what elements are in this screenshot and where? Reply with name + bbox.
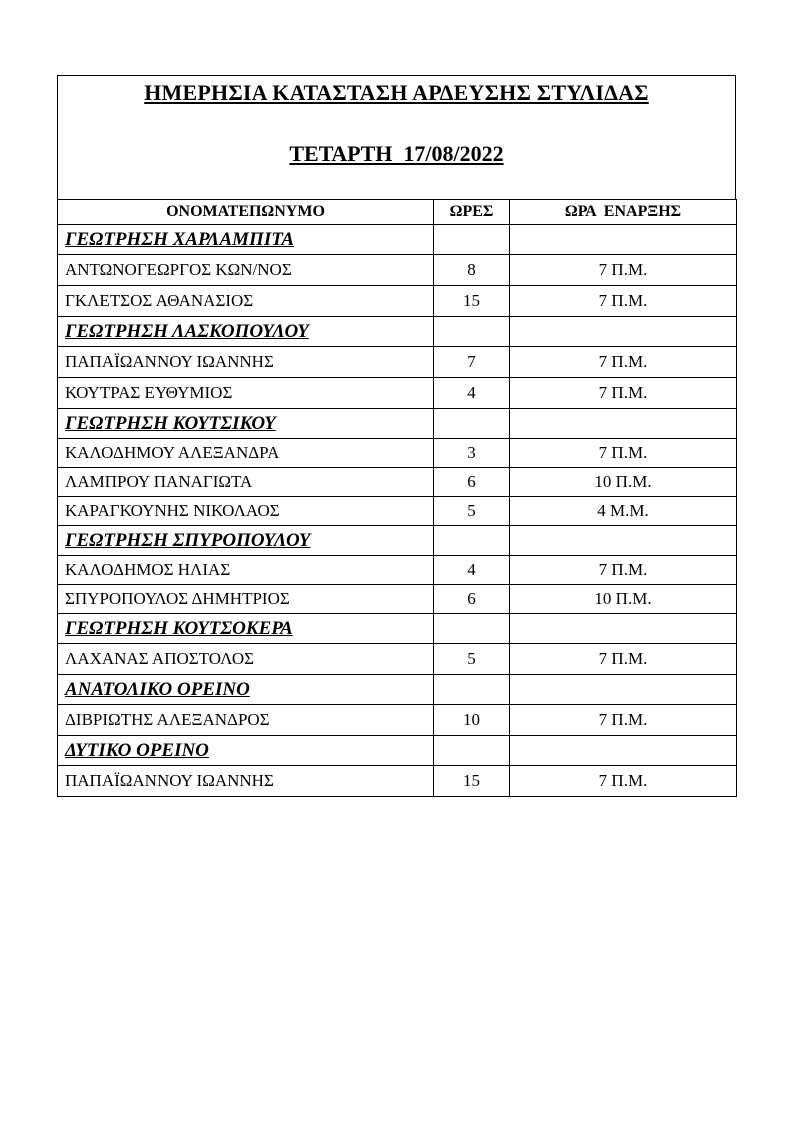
person-name: ΓΚΛΕΤΣΟΣ ΑΘΑΝΑΣΙΟΣ xyxy=(58,286,434,317)
irrigation-table xyxy=(57,199,737,797)
hours-value: 3 xyxy=(434,439,510,468)
person-name: ΚΟΥΤΡΑΣ ΕΥΘΥΜΙΟΣ xyxy=(58,378,434,409)
table-row xyxy=(58,347,737,378)
person-name: ΚΑΛΟΔΗΜΟΣ ΗΛΙΑΣ xyxy=(58,556,434,585)
table-row xyxy=(58,286,737,317)
group-name: ΓΕΩΤΡΗΣΗ ΛΑΣΚΟΠΟΥΛΟΥ xyxy=(58,317,434,347)
empty-cell xyxy=(434,614,510,644)
person-name: ΚΑΡΑΓΚΟΥΝΗΣ ΝΙΚΟΛΑΟΣ xyxy=(58,497,434,526)
start-time-value: 7 Π.Μ. xyxy=(510,347,737,378)
person-name: ΔΙΒΡΙΩΤΗΣ ΑΛΕΞΑΝΔΡΟΣ xyxy=(58,705,434,736)
group-name: ΑΝΑΤΟΛΙΚΟ ΟΡΕΙΝΟ xyxy=(58,675,434,705)
table-row xyxy=(58,766,737,797)
person-name: ΠΑΠΑΪΩΑΝΝΟΥ ΙΩΑΝΝΗΣ xyxy=(58,347,434,378)
empty-cell xyxy=(434,317,510,347)
table-row xyxy=(58,585,737,614)
empty-cell xyxy=(434,409,510,439)
start-time-value: 7 Π.Μ. xyxy=(510,286,737,317)
empty-cell xyxy=(510,409,737,439)
empty-cell xyxy=(434,675,510,705)
table-header-row xyxy=(58,200,737,225)
empty-cell xyxy=(510,675,737,705)
hours-value: 6 xyxy=(434,468,510,497)
column-header-name: ΟΝΟΜΑΤΕΠΩΝΥΜΟ xyxy=(58,200,434,225)
document-date: ΤΕΤΑΡΤΗ 17/08/2022 xyxy=(289,141,504,166)
hours-value: 4 xyxy=(434,556,510,585)
document-header xyxy=(57,75,736,199)
group-row xyxy=(58,675,737,705)
group-row xyxy=(58,409,737,439)
column-header-hours: ΩΡΕΣ xyxy=(434,200,510,225)
group-name: ΓΕΩΤΡΗΣΗ ΚΟΥΤΣΙΚΟΥ xyxy=(58,409,434,439)
empty-cell xyxy=(510,526,737,556)
hours-value: 5 xyxy=(434,644,510,675)
empty-cell xyxy=(510,225,737,255)
hours-value: 8 xyxy=(434,255,510,286)
start-time-value: 10 Π.Μ. xyxy=(510,468,737,497)
table-row xyxy=(58,468,737,497)
group-name: ΓΕΩΤΡΗΣΗ ΧΑΡΛΑΜΠΙΤΑ xyxy=(58,225,434,255)
start-time-value: 10 Π.Μ. xyxy=(510,585,737,614)
start-time-value: 7 Π.Μ. xyxy=(510,644,737,675)
hours-value: 5 xyxy=(434,497,510,526)
start-time-value: 7 Π.Μ. xyxy=(510,556,737,585)
table-row xyxy=(58,556,737,585)
start-time-value: 7 Π.Μ. xyxy=(510,766,737,797)
hours-value: 6 xyxy=(434,585,510,614)
person-name: ΣΠΥΡΟΠΟΥΛΟΣ ΔΗΜΗΤΡΙΟΣ xyxy=(58,585,434,614)
person-name: ΛΑΧΑΝΑΣ ΑΠΟΣΤΟΛΟΣ xyxy=(58,644,434,675)
start-time-value: 7 Π.Μ. xyxy=(510,439,737,468)
table-body xyxy=(58,225,737,797)
empty-cell xyxy=(510,614,737,644)
table-row xyxy=(58,644,737,675)
group-row xyxy=(58,317,737,347)
group-row xyxy=(58,736,737,766)
document-title: ΗΜΕΡΗΣΙΑ ΚΑΤΑΣΤΑΣΗ ΑΡΔΕΥΣΗΣ ΣΤΥΛΙΔΑΣ xyxy=(144,80,649,105)
irrigation-schedule-document xyxy=(57,75,736,797)
hours-value: 4 xyxy=(434,378,510,409)
person-name: ΑΝΤΩΝΟΓΕΩΡΓΟΣ ΚΩΝ/ΝΟΣ xyxy=(58,255,434,286)
empty-cell xyxy=(510,317,737,347)
start-time-value: 7 Π.Μ. xyxy=(510,378,737,409)
start-time-value: 4 Μ.Μ. xyxy=(510,497,737,526)
empty-cell xyxy=(510,736,737,766)
table-row xyxy=(58,439,737,468)
group-name: ΔΥΤΙΚΟ ΟΡΕΙΝΟ xyxy=(58,736,434,766)
start-time-value: 7 Π.Μ. xyxy=(510,705,737,736)
person-name: ΠΑΠΑΪΩΑΝΝΟΥ ΙΩΑΝΝΗΣ xyxy=(58,766,434,797)
person-name: ΛΑΜΠΡΟΥ ΠΑΝΑΓΙΩΤΑ xyxy=(58,468,434,497)
table-row xyxy=(58,255,737,286)
empty-cell xyxy=(434,225,510,255)
empty-cell xyxy=(434,526,510,556)
group-name: ΓΕΩΤΡΗΣΗ ΣΠΥΡΟΠΟΥΛΟΥ xyxy=(58,526,434,556)
group-name: ΓΕΩΤΡΗΣΗ ΚΟΥΤΣΟΚΕΡΑ xyxy=(58,614,434,644)
group-row xyxy=(58,614,737,644)
table-row xyxy=(58,378,737,409)
start-time-value: 7 Π.Μ. xyxy=(510,255,737,286)
person-name: ΚΑΛΟΔΗΜΟΥ ΑΛΕΞΑΝΔΡΑ xyxy=(58,439,434,468)
column-header-start-time: ΩΡΑ ΕΝΑΡΞΗΣ xyxy=(510,200,737,225)
hours-value: 15 xyxy=(434,766,510,797)
table-row xyxy=(58,705,737,736)
group-row xyxy=(58,225,737,255)
group-row xyxy=(58,526,737,556)
hours-value: 15 xyxy=(434,286,510,317)
hours-value: 10 xyxy=(434,705,510,736)
hours-value: 7 xyxy=(434,347,510,378)
empty-cell xyxy=(434,736,510,766)
table-row xyxy=(58,497,737,526)
